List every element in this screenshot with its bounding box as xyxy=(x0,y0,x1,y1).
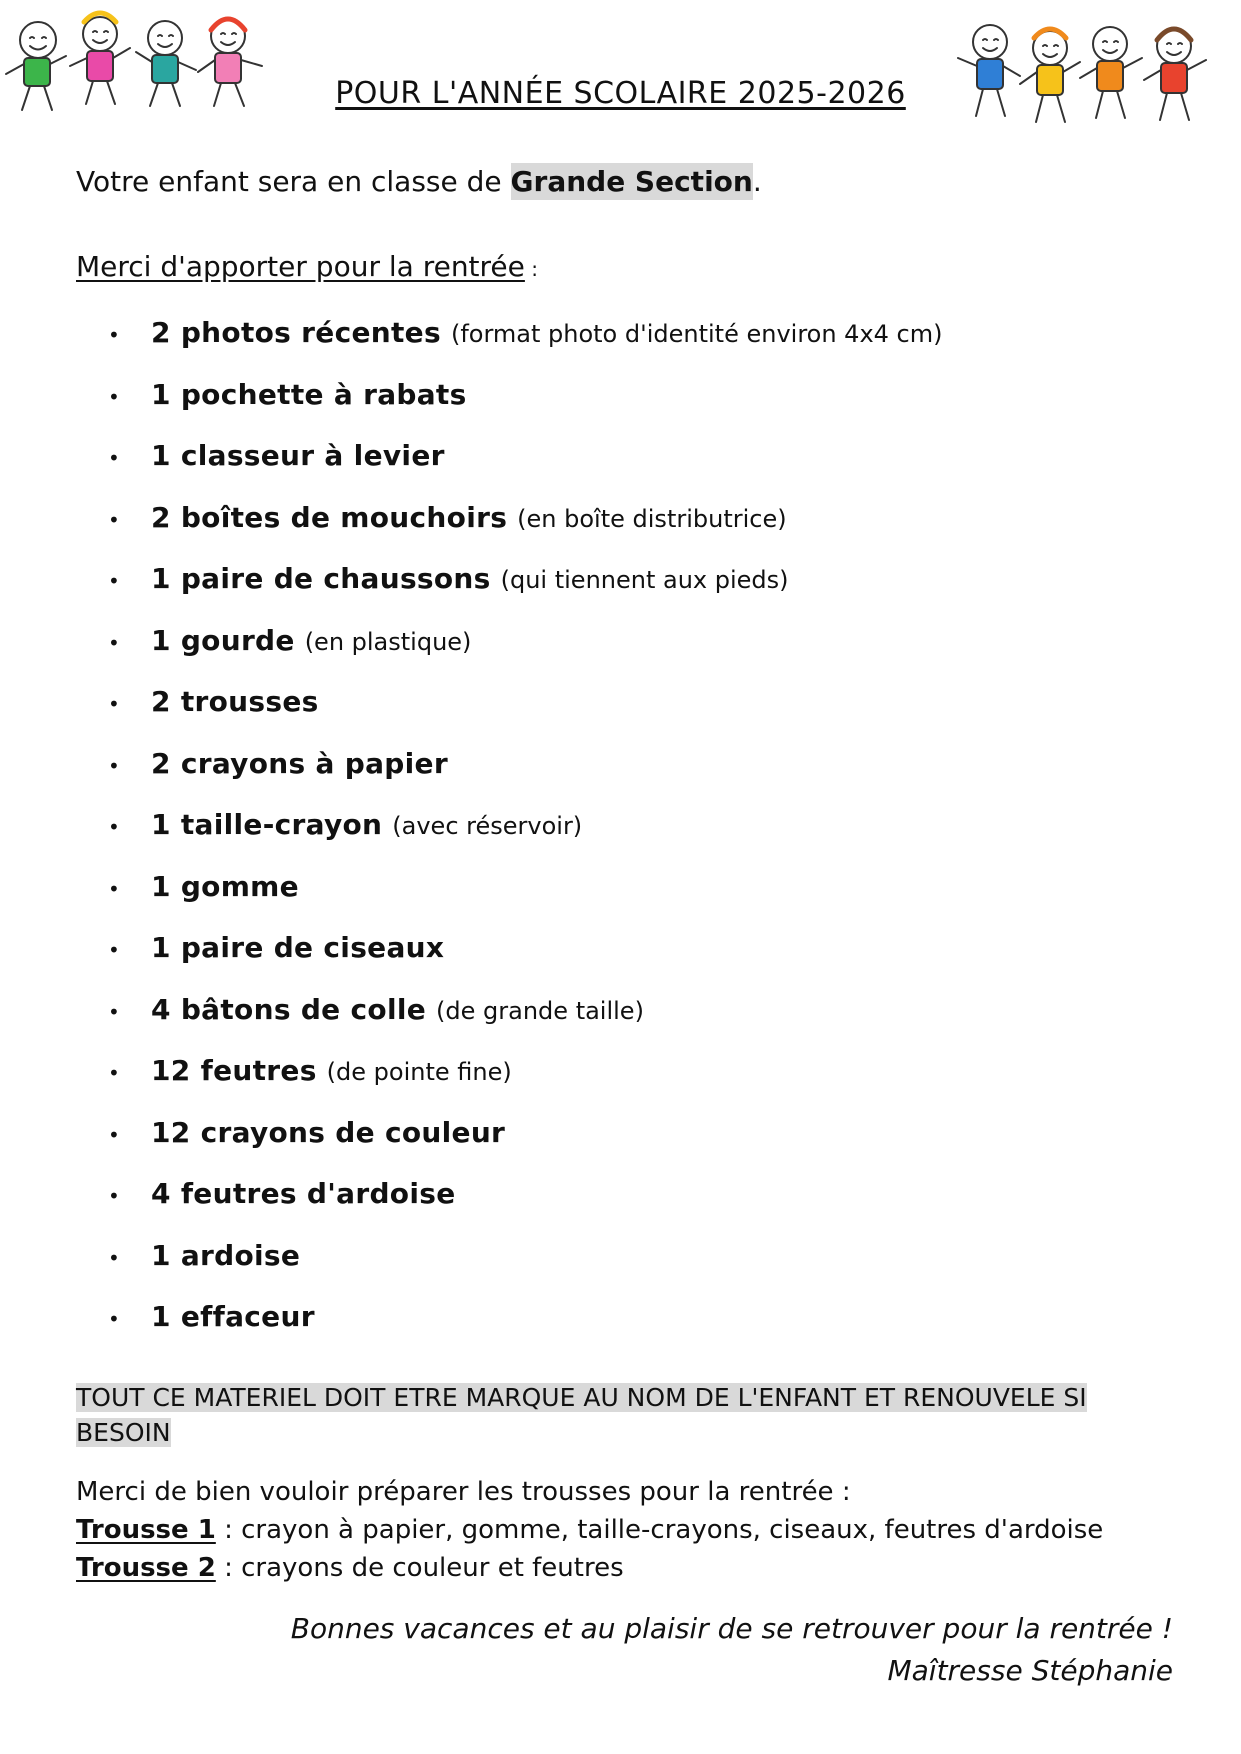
item-name: 2 trousses xyxy=(151,685,319,718)
bullet: • xyxy=(108,1122,120,1147)
bullet: • xyxy=(108,323,120,347)
item-note: (en boîte distributrice) xyxy=(517,504,787,533)
trousse-1-line xyxy=(76,1511,1103,1549)
supplies-list xyxy=(108,316,942,1362)
item-note: (de grande taille) xyxy=(436,996,644,1025)
list-item xyxy=(108,993,942,1055)
bullet: • xyxy=(108,1307,120,1331)
trousse-2-line xyxy=(76,1549,1103,1587)
item-name: 12 crayons de couleur xyxy=(151,1115,506,1149)
pencil-case-instructions xyxy=(76,1473,1103,1587)
supplies-heading xyxy=(76,250,538,283)
intro-prefix: Votre enfant sera en classe de xyxy=(76,165,511,198)
list-item xyxy=(108,870,942,932)
trousse-1-text: : crayon à papier, gomme, taille-crayons, ciseaux, feutres d'ardoise xyxy=(215,1515,1104,1545)
supplies-heading-colon: : xyxy=(524,257,538,281)
bullet: • xyxy=(108,446,120,470)
page-title: POUR L'ANNÉE SCOLAIRE 2025-2026 xyxy=(335,76,906,111)
list-item xyxy=(108,1116,942,1178)
bullet: • xyxy=(108,999,120,1024)
bullet: • xyxy=(108,938,120,962)
item-note: (format photo d'identité environ 4x4 cm) xyxy=(450,320,943,348)
signature: Maîtresse Stéphanie xyxy=(887,1654,1173,1687)
item-name: 2 crayons à papier xyxy=(151,746,448,780)
list-item xyxy=(108,624,942,686)
bullet: • xyxy=(108,507,120,532)
children-illustration-right xyxy=(948,0,1218,140)
item-note: (en plastique) xyxy=(304,627,472,656)
item-note: (qui tiennent aux pieds) xyxy=(500,566,789,594)
list-item xyxy=(108,1177,942,1239)
trousse-1-label: Trousse 1 xyxy=(76,1515,216,1545)
class-announcement xyxy=(76,165,762,198)
item-name: 1 gomme xyxy=(151,869,299,903)
trousse-2-text: : crayons de couleur et feutres xyxy=(215,1553,624,1583)
list-item xyxy=(108,931,942,993)
bullet: • xyxy=(108,876,120,901)
list-item xyxy=(108,1300,942,1362)
intro-suffix: . xyxy=(752,165,762,198)
labeling-warning xyxy=(76,1380,1130,1450)
list-item xyxy=(108,378,942,440)
closing-message xyxy=(291,1608,1173,1692)
item-note: (de pointe fine) xyxy=(326,1058,512,1086)
list-item xyxy=(108,316,942,378)
list-item xyxy=(108,685,942,747)
labeling-warning-text: TOUT CE MATERIEL DOIT ETRE MARQUE AU NOM DE L'ENFANT ET RENOUVELE SI BESOIN xyxy=(76,1383,1087,1447)
list-item xyxy=(108,439,942,501)
item-name: 1 gourde xyxy=(151,623,295,657)
class-name: Grande Section xyxy=(510,165,753,198)
bullet: • xyxy=(108,753,120,778)
bullet: • xyxy=(108,1245,120,1270)
list-item xyxy=(108,501,942,563)
list-item xyxy=(108,1054,942,1116)
item-name: 1 classeur à levier xyxy=(151,439,445,472)
item-name: 2 photos récentes xyxy=(151,316,441,349)
trousse-2-label: Trousse 2 xyxy=(76,1553,216,1583)
bullet: • xyxy=(108,692,120,716)
bullet: • xyxy=(108,1184,120,1208)
bullet: • xyxy=(108,384,120,409)
item-name: 1 paire de chaussons xyxy=(151,562,491,595)
list-item xyxy=(108,747,942,809)
item-name: 1 ardoise xyxy=(151,1238,301,1272)
item-name: 1 paire de ciseaux xyxy=(151,931,445,964)
item-name: 4 feutres d'ardoise xyxy=(151,1177,456,1210)
item-name: 1 taille-crayon xyxy=(151,808,383,841)
item-note: (avec réservoir) xyxy=(392,812,583,840)
list-item xyxy=(108,1239,942,1301)
bullet: • xyxy=(108,815,120,839)
prep-intro: Merci de bien vouloir préparer les trousses pour la rentrée : xyxy=(76,1477,851,1507)
item-name: 4 bâtons de colle xyxy=(151,992,427,1026)
bullet: • xyxy=(108,630,120,655)
bullet: • xyxy=(108,1061,120,1085)
item-name: 2 boîtes de mouchoirs xyxy=(151,500,508,534)
item-name: 1 pochette à rabats xyxy=(151,377,467,411)
item-name: 12 feutres xyxy=(151,1054,317,1087)
closing-wish: Bonnes vacances et au plaisir de se retrouver pour la rentrée ! xyxy=(290,1612,1173,1645)
bullet: • xyxy=(108,569,120,593)
supplies-heading-label: Merci d'apporter pour la rentrée xyxy=(76,250,525,283)
list-item xyxy=(108,562,942,624)
list-item xyxy=(108,808,942,870)
item-name: 1 effaceur xyxy=(151,1300,315,1333)
